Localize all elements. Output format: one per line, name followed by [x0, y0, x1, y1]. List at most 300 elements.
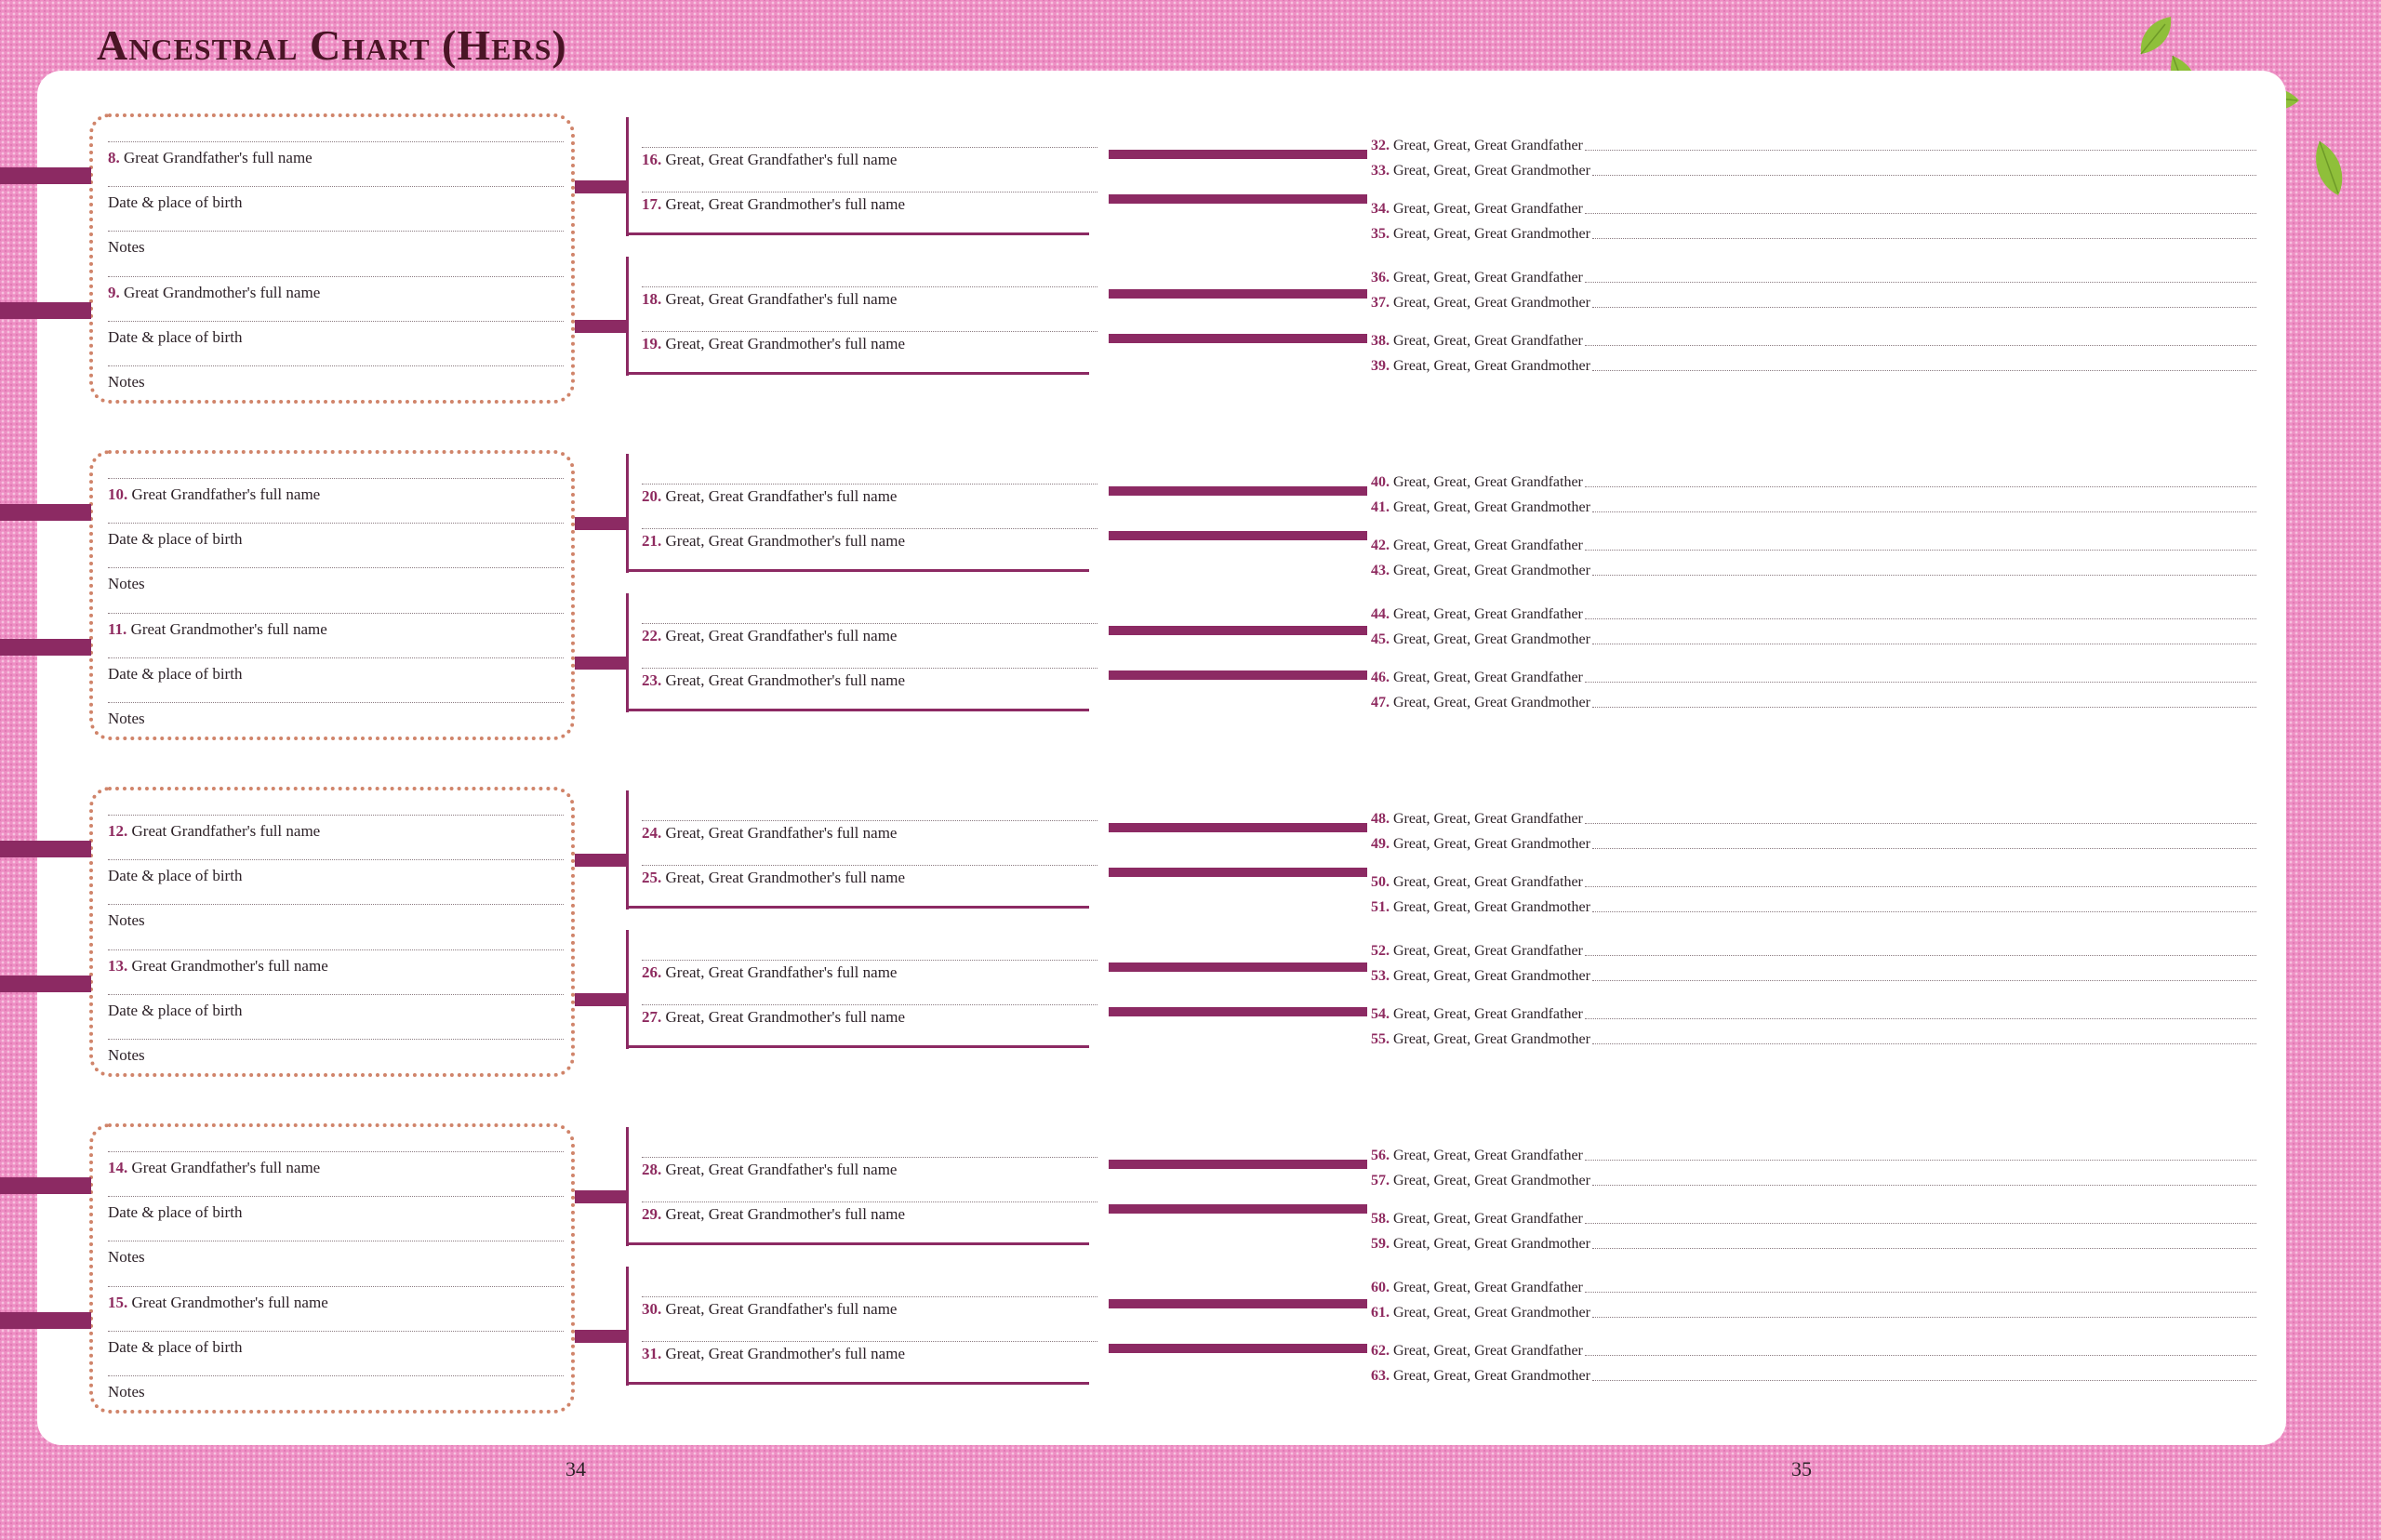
field-label: Great, Great, Great Grandfather	[1393, 1280, 1583, 1295]
ancestor-number: 11.	[108, 620, 127, 638]
field-label: Great, Great Grandmother's full name	[665, 1205, 905, 1223]
full-name-field[interactable]	[108, 149, 313, 167]
entry-line	[1585, 1223, 2256, 1224]
entry-line	[1585, 1292, 2256, 1293]
ancestor-number: 40.	[1371, 474, 1390, 490]
entry-line	[108, 815, 564, 816]
field-label: Great, Great, Great Grandfather	[1393, 1343, 1583, 1359]
ancestor-number: 59.	[1371, 1236, 1390, 1252]
full-name-field[interactable]	[642, 335, 905, 353]
ancestor-number: 21.	[642, 532, 662, 550]
connector-bar	[1109, 626, 1367, 635]
name-entry[interactable]	[1371, 695, 2256, 711]
field-label: Great, Great, Great Grandmother	[1393, 695, 1590, 710]
field-label: Great Grandmother's full name	[130, 620, 327, 638]
name-entry[interactable]	[1371, 474, 2256, 491]
notes-field[interactable]	[108, 575, 145, 593]
entry-line	[108, 859, 564, 860]
name-entry[interactable]	[1371, 811, 2256, 828]
field-label: Great, Great, Great Grandfather	[1393, 606, 1583, 622]
connector-bar	[0, 639, 91, 656]
connector-bar	[1109, 1007, 1367, 1016]
bracket-line	[626, 593, 629, 712]
entry-line	[1585, 1160, 2256, 1161]
full-name-field[interactable]	[108, 1294, 328, 1312]
connector-bar	[1109, 150, 1367, 159]
connector-bar	[1109, 486, 1367, 496]
page-number-right: 35	[1791, 1457, 1812, 1480]
full-name-field[interactable]	[108, 620, 327, 639]
field-label: Great, Great Grandmother's full name	[665, 335, 905, 352]
field-label: Great, Great, Great Grandmother	[1393, 1173, 1590, 1188]
full-name-field[interactable]	[642, 487, 897, 506]
full-name-field[interactable]	[108, 822, 320, 841]
field-label: Great, Great Grandfather's full name	[665, 963, 898, 981]
entry-line	[1592, 238, 2256, 239]
ancestor-number: 60.	[1371, 1280, 1390, 1295]
name-entry[interactable]	[1371, 899, 2256, 916]
name-entry[interactable]	[1371, 138, 2256, 154]
ancestor-number: 33.	[1371, 163, 1390, 179]
entry-line	[642, 1296, 1097, 1297]
entry-line	[108, 276, 564, 277]
field-label: Notes	[108, 1383, 145, 1401]
ancestor-number: 9.	[108, 284, 120, 301]
entry-line	[108, 1151, 564, 1152]
name-entry[interactable]	[1371, 631, 2256, 648]
entry-line	[642, 484, 1097, 485]
name-entry[interactable]	[1371, 1280, 2256, 1296]
full-name-field[interactable]	[108, 284, 320, 302]
birth-field[interactable]	[108, 1203, 242, 1222]
entry-line	[1585, 486, 2256, 487]
field-label: Great, Great, Great Grandfather	[1393, 474, 1583, 490]
ancestor-number: 61.	[1371, 1305, 1390, 1321]
connector-bar	[0, 841, 91, 857]
entry-line	[108, 231, 564, 232]
connector-bar	[1109, 194, 1367, 204]
entry-line	[108, 365, 564, 366]
full-name-field[interactable]	[642, 824, 897, 843]
field-label: Date & place of birth	[108, 867, 243, 884]
field-label: Great, Great, Great Grandfather	[1393, 270, 1583, 285]
bracket-line	[626, 790, 629, 909]
name-entry[interactable]	[1371, 201, 2256, 218]
full-name-field[interactable]	[642, 290, 897, 309]
name-entry[interactable]	[1371, 1006, 2256, 1023]
full-name-field[interactable]	[642, 869, 905, 887]
full-name-field[interactable]	[642, 671, 905, 690]
field-label: Great Grandfather's full name	[131, 1159, 321, 1176]
connector-bar	[0, 504, 91, 521]
connector-bar	[575, 320, 627, 333]
entry-line	[108, 1331, 564, 1332]
field-label: Great, Great, Great Grandfather	[1393, 138, 1583, 153]
entry-line	[642, 331, 1097, 332]
entry-line	[1585, 1018, 2256, 1019]
full-name-field[interactable]	[642, 963, 897, 982]
entry-line	[108, 904, 564, 905]
field-label: Great, Great Grandmother's full name	[665, 1345, 905, 1362]
notes-field[interactable]	[108, 1046, 145, 1065]
notes-field[interactable]	[108, 710, 145, 728]
name-entry[interactable]	[1371, 874, 2256, 891]
name-entry[interactable]	[1371, 295, 2256, 312]
connector-bar	[575, 517, 627, 530]
entry-line	[642, 1157, 1097, 1158]
field-label: Great Grandfather's full name	[124, 149, 313, 166]
entry-line	[642, 1004, 1097, 1005]
name-entry[interactable]	[1371, 670, 2256, 686]
field-label: Date & place of birth	[108, 665, 243, 683]
ancestor-number: 46.	[1371, 670, 1390, 685]
entry-line	[108, 1286, 564, 1287]
entry-line	[1585, 682, 2256, 683]
full-name-field[interactable]	[108, 957, 328, 976]
field-label: Great, Great Grandmother's full name	[665, 869, 905, 886]
ancestor-number: 23.	[642, 671, 662, 689]
name-entry[interactable]	[1371, 943, 2256, 960]
birth-field[interactable]	[108, 867, 242, 885]
full-name-field[interactable]	[642, 1161, 897, 1179]
full-name-field[interactable]	[642, 1008, 905, 1027]
name-entry[interactable]	[1371, 1305, 2256, 1321]
field-label: Notes	[108, 710, 145, 727]
field-label: Great, Great Grandfather's full name	[665, 824, 898, 842]
entry-line	[108, 949, 564, 950]
entry-line	[1592, 307, 2256, 308]
entry-line	[108, 1375, 564, 1376]
birth-field[interactable]	[108, 1338, 242, 1357]
notes-field[interactable]	[108, 373, 145, 392]
name-entry[interactable]	[1371, 226, 2256, 243]
entry-line	[1585, 618, 2256, 619]
field-label: Great, Great, Great Grandfather	[1393, 874, 1583, 890]
entry-line	[108, 321, 564, 322]
full-name-field[interactable]	[642, 195, 905, 214]
entry-line	[1592, 1043, 2256, 1044]
full-name-field[interactable]	[642, 532, 905, 551]
field-label: Great, Great, Great Grandfather	[1393, 538, 1583, 553]
field-label: Great Grandfather's full name	[131, 485, 321, 503]
connector-bar	[0, 1312, 91, 1329]
notes-field[interactable]	[108, 1248, 145, 1267]
field-label: Notes	[108, 575, 145, 592]
ancestor-number: 35.	[1371, 226, 1390, 242]
entry-line	[1592, 1248, 2256, 1249]
ancestor-number: 38.	[1371, 333, 1390, 349]
field-label: Great, Great, Great Grandfather	[1393, 811, 1583, 827]
full-name-field[interactable]	[642, 1205, 905, 1224]
ancestor-number: 19.	[642, 335, 662, 352]
bracket-line	[626, 709, 1089, 711]
field-label: Great, Great Grandfather's full name	[665, 487, 898, 505]
field-label: Notes	[108, 911, 145, 929]
connector-bar	[1109, 531, 1367, 540]
field-label: Great Grandmother's full name	[131, 957, 328, 975]
field-label: Great, Great, Great Grandmother	[1393, 295, 1590, 311]
field-label: Date & place of birth	[108, 328, 243, 346]
name-entry[interactable]	[1371, 163, 2256, 179]
field-label: Great, Great, Great Grandmother	[1393, 631, 1590, 647]
ancestor-number: 15.	[108, 1294, 128, 1311]
field-label: Great Grandmother's full name	[124, 284, 321, 301]
entry-line	[108, 994, 564, 995]
connector-bar	[1109, 1160, 1367, 1169]
connector-bar	[575, 180, 627, 193]
field-label: Date & place of birth	[108, 1203, 243, 1221]
field-label: Date & place of birth	[108, 1338, 243, 1356]
entry-line	[1592, 707, 2256, 708]
ancestor-number: 54.	[1371, 1006, 1390, 1022]
ancestor-number: 14.	[108, 1159, 128, 1176]
full-name-field[interactable]	[642, 151, 897, 169]
entry-line	[1585, 550, 2256, 551]
name-entry[interactable]	[1371, 1368, 2256, 1385]
field-label: Great, Great, Great Grandmother	[1393, 836, 1590, 852]
entry-line	[1585, 886, 2256, 887]
entry-line	[1585, 955, 2256, 956]
entry-line	[1592, 575, 2256, 576]
entry-line	[1592, 980, 2256, 981]
ancestor-number: 39.	[1371, 358, 1390, 374]
entry-line	[108, 186, 564, 187]
field-label: Great, Great Grandfather's full name	[665, 1300, 898, 1318]
field-label: Great, Great Grandmother's full name	[665, 195, 905, 213]
ancestor-number: 50.	[1371, 874, 1390, 890]
name-entry[interactable]	[1371, 333, 2256, 350]
name-entry[interactable]	[1371, 538, 2256, 554]
field-label: Great, Great Grandfather's full name	[665, 1161, 898, 1178]
ancestor-number: 44.	[1371, 606, 1390, 622]
entry-line	[642, 960, 1097, 961]
connector-bar	[575, 657, 627, 670]
bracket-line	[626, 454, 629, 573]
field-label: Notes	[108, 1046, 145, 1064]
name-entry[interactable]	[1371, 968, 2256, 985]
ancestor-number: 10.	[108, 485, 128, 503]
ancestor-number: 47.	[1371, 695, 1390, 710]
page-title: Ancestral Chart (Hers)	[97, 21, 567, 69]
field-label: Great, Great, Great Grandfather	[1393, 1148, 1583, 1163]
birth-field[interactable]	[108, 328, 242, 347]
field-label: Great, Great, Great Grandfather	[1393, 201, 1583, 217]
field-label: Great, Great, Great Grandfather	[1393, 333, 1583, 349]
connector-bar	[575, 993, 627, 1006]
entry-line	[642, 623, 1097, 624]
field-label: Great, Great, Great Grandmother	[1393, 563, 1590, 578]
ancestor-number: 57.	[1371, 1173, 1390, 1188]
field-label: Great, Great, Great Grandmother	[1393, 1031, 1590, 1047]
name-entry[interactable]	[1371, 1236, 2256, 1253]
connector-bar	[575, 1330, 627, 1343]
notes-field[interactable]	[108, 1383, 145, 1401]
full-name-field[interactable]	[108, 1159, 320, 1177]
ancestor-number: 51.	[1371, 899, 1390, 915]
name-entry[interactable]	[1371, 499, 2256, 516]
notes-field[interactable]	[108, 238, 145, 257]
field-label: Great Grandmother's full name	[131, 1294, 328, 1311]
ancestor-number: 34.	[1371, 201, 1390, 217]
field-label: Great, Great, Great Grandmother	[1393, 226, 1590, 242]
bracket-line	[626, 1242, 1089, 1245]
entry-line	[108, 613, 564, 614]
entry-line	[108, 1039, 564, 1040]
entry-line	[1592, 175, 2256, 176]
connector-bar	[575, 1190, 627, 1203]
entry-line	[642, 1341, 1097, 1342]
entry-line	[642, 865, 1097, 866]
field-label: Great, Great Grandfather's full name	[665, 627, 898, 644]
connector-bar	[1109, 334, 1367, 343]
ancestor-number: 41.	[1371, 499, 1390, 515]
name-entry[interactable]	[1371, 1343, 2256, 1360]
field-label: Great Grandfather's full name	[131, 822, 321, 840]
connector-bar	[1109, 962, 1367, 972]
entry-line	[642, 1201, 1097, 1202]
entry-line	[108, 1196, 564, 1197]
ancestor-number: 27.	[642, 1008, 662, 1026]
name-entry[interactable]	[1371, 606, 2256, 623]
bracket-line	[626, 1045, 1089, 1048]
entry-line	[1585, 823, 2256, 824]
name-entry[interactable]	[1371, 1173, 2256, 1189]
bracket-line	[626, 930, 629, 1049]
ancestor-number: 30.	[642, 1300, 662, 1318]
leaf-icon	[2310, 139, 2348, 197]
ancestor-number: 58.	[1371, 1211, 1390, 1227]
ancestor-number: 63.	[1371, 1368, 1390, 1384]
ancestor-number: 48.	[1371, 811, 1390, 827]
entry-line	[108, 523, 564, 524]
ancestor-number: 31.	[642, 1345, 662, 1362]
ancestor-number: 36.	[1371, 270, 1390, 285]
field-label: Great, Great, Great Grandmother	[1393, 163, 1590, 179]
field-label: Date & place of birth	[108, 193, 243, 211]
ancestor-number: 22.	[642, 627, 662, 644]
connector-bar	[0, 167, 91, 184]
ancestor-number: 52.	[1371, 943, 1390, 959]
name-entry[interactable]	[1371, 1031, 2256, 1048]
full-name-field[interactable]	[108, 485, 320, 504]
birth-field[interactable]	[108, 530, 242, 549]
field-label: Great, Great Grandmother's full name	[665, 1008, 905, 1026]
page-number-left: 34	[565, 1457, 586, 1480]
ancestor-number: 26.	[642, 963, 662, 981]
ancestor-number: 56.	[1371, 1148, 1390, 1163]
entry-line	[1592, 911, 2256, 912]
bracket-line	[626, 372, 1089, 375]
name-entry[interactable]	[1371, 1211, 2256, 1228]
birth-field[interactable]	[108, 193, 242, 212]
connector-bar	[1109, 868, 1367, 877]
ancestor-number: 29.	[642, 1205, 662, 1223]
ancestor-number: 25.	[642, 869, 662, 886]
name-entry[interactable]	[1371, 563, 2256, 579]
field-label: Great, Great, Great Grandfather	[1393, 670, 1583, 685]
ancestor-number: 42.	[1371, 538, 1390, 553]
connector-bar	[575, 854, 627, 867]
bracket-line	[626, 906, 1089, 909]
bracket-line	[626, 257, 629, 376]
connector-bar	[1109, 670, 1367, 680]
name-entry[interactable]	[1371, 836, 2256, 853]
field-label: Great, Great, Great Grandmother	[1393, 968, 1590, 984]
entry-line	[642, 147, 1097, 148]
ancestor-number: 20.	[642, 487, 662, 505]
field-label: Great, Great Grandmother's full name	[665, 671, 905, 689]
name-entry[interactable]	[1371, 1148, 2256, 1164]
entry-line	[1592, 1317, 2256, 1318]
ancestor-number: 18.	[642, 290, 662, 308]
entry-line	[642, 528, 1097, 529]
field-label: Great, Great, Great Grandmother	[1393, 358, 1590, 374]
field-label: Great, Great, Great Grandmother	[1393, 1368, 1590, 1384]
field-label: Great, Great, Great Grandmother	[1393, 1236, 1590, 1252]
field-label: Great, Great, Great Grandmother	[1393, 1305, 1590, 1321]
field-label: Notes	[108, 373, 145, 391]
connector-bar	[0, 302, 91, 319]
ancestor-number: 45.	[1371, 631, 1390, 647]
connector-bar	[1109, 289, 1367, 299]
entry-line	[642, 286, 1097, 287]
bracket-line	[626, 232, 1089, 235]
bracket-line	[626, 569, 1089, 572]
ancestor-number: 55.	[1371, 1031, 1390, 1047]
field-label: Date & place of birth	[108, 530, 243, 548]
entry-line	[642, 820, 1097, 821]
entry-line	[1585, 1355, 2256, 1356]
field-label: Notes	[108, 238, 145, 256]
entry-line	[1592, 1185, 2256, 1186]
entry-line	[108, 141, 564, 142]
full-name-field[interactable]	[642, 1300, 897, 1319]
leaf-icon	[2137, 15, 2175, 58]
connector-bar	[1109, 823, 1367, 832]
birth-field[interactable]	[108, 1002, 242, 1020]
entry-line	[1585, 213, 2256, 214]
name-entry[interactable]	[1371, 358, 2256, 375]
connector-bar	[0, 976, 91, 992]
entry-line	[108, 657, 564, 658]
ancestor-number: 62.	[1371, 1343, 1390, 1359]
ancestor-number: 32.	[1371, 138, 1390, 153]
connector-bar	[0, 1177, 91, 1194]
connector-bar	[1109, 1344, 1367, 1353]
ancestor-number: 37.	[1371, 295, 1390, 311]
full-name-field[interactable]	[642, 1345, 905, 1363]
connector-bar	[1109, 1299, 1367, 1308]
ancestor-number: 49.	[1371, 836, 1390, 852]
birth-field[interactable]	[108, 665, 242, 684]
entry-line	[1592, 511, 2256, 512]
field-label: Great, Great Grandfather's full name	[665, 290, 898, 308]
entry-line	[1592, 1380, 2256, 1381]
full-name-field[interactable]	[642, 627, 897, 645]
field-label: Great, Great, Great Grandfather	[1393, 1211, 1583, 1227]
name-entry[interactable]	[1371, 270, 2256, 286]
notes-field[interactable]	[108, 911, 145, 930]
ancestor-number: 8.	[108, 149, 120, 166]
entry-line	[1592, 370, 2256, 371]
entry-line	[1585, 282, 2256, 283]
ancestor-number: 28.	[642, 1161, 662, 1178]
ancestor-number: 17.	[642, 195, 662, 213]
ancestor-number: 24.	[642, 824, 662, 842]
bracket-line	[626, 1382, 1089, 1385]
entry-line	[1592, 848, 2256, 849]
ancestor-number: 12.	[108, 822, 128, 840]
